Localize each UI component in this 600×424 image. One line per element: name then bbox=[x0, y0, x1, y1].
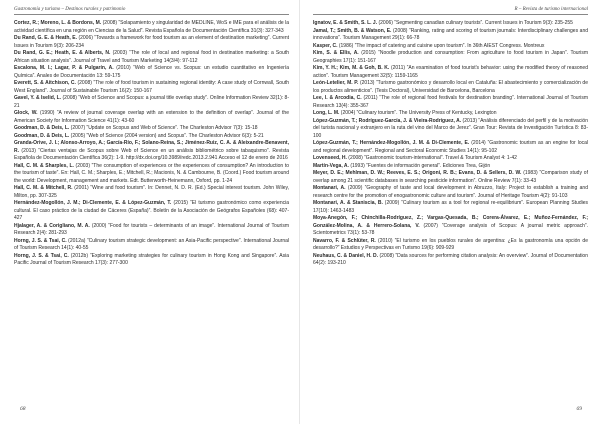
reference-authors: Kim, Y. H.; Kim, M. & Goh, B. K. bbox=[313, 65, 390, 71]
reference-authors: Jamal, T.; Smith, B. & Watson, E. bbox=[313, 27, 392, 34]
reference-details: (2006) “Towards a framework for food tourism as an element of destination marketing”. Current Issues in Tourism 9(3): 206-234 bbox=[14, 35, 289, 49]
running-head: Gastronomía y turismo – Destinos rurales y patrimonio bbox=[14, 7, 289, 15]
reference-details: (1990) “A review of journal coverage overlap with an extension to the definition of overlap”. Journal of the American Society for Information Science 41(1): 43-60 bbox=[14, 110, 289, 124]
reference-entry bbox=[313, 110, 588, 118]
reference-authors: Glock, W. bbox=[14, 110, 38, 116]
reference-details: (2010) “El turismo en los pueblos rurales de argentina: ¿Es la gastronomía una opción de desarrollo?” Estudios y Perspectivas en Turismo 19(6): 909-929 bbox=[313, 237, 588, 251]
reference-details: (2008) “Ranking, rating and scoring of tourism journals: Interdisciplinary challenges and innovations”. Tourism Management 29(1): 66-78 bbox=[313, 27, 589, 41]
running-head: R – Revista de turismo internacional bbox=[313, 7, 588, 15]
reference-entry bbox=[14, 80, 289, 95]
reference-authors: Cortez, R.; Moreno, L. & Bordons, M. bbox=[14, 20, 102, 26]
reference-details: (2008) “Web of Science and Scopus: a journal title overlap study”. Online Information Review 32(1): 8-21 bbox=[14, 95, 290, 109]
reference-list bbox=[14, 20, 289, 268]
reference-details: (2011) “An examination of food tourist's behavior: using the modified theory of reasoned action”. Tourism Management 32(5): 1159-1165 bbox=[313, 65, 588, 79]
reference-authors: Montanari, A. & Staniscia, B. bbox=[313, 200, 383, 206]
reference-details: (2015) “El turismo gastronómico como experiencia cultural. El caso práctico de la ciudad de Cáceres (España)”. Boletín de la Asociación de Geógrafos Españoles (68): 407-427 bbox=[14, 200, 290, 221]
reference-authors: Hall, C. M. & Mitchell, R. bbox=[14, 185, 73, 191]
reference-details: (2008) “Data sources for performing citation analysis: An overview”. Journal of Documentation 64(2): 193-210 bbox=[313, 252, 588, 266]
reference-entry bbox=[313, 253, 588, 268]
reference-entry bbox=[14, 200, 289, 223]
page-number: 69 bbox=[576, 406, 582, 412]
reference-authors: Neuhaus, C. & Daniel, H. D. bbox=[313, 252, 378, 259]
reference-details: (2005) “Web of Science (2004 version) and Scopus”. The Charleston Advisor 6(3): 5-21 bbox=[69, 132, 264, 139]
reference-entry bbox=[313, 118, 588, 141]
reference-authors: Du Rand, G. E.; Heath, E. & Alberts, N. bbox=[14, 50, 111, 56]
reference-details: (2015) “Noodle production and consumption: From agriculture to food tourism in Japan”. Tourism Geographies 17(1): 151-167 bbox=[313, 50, 588, 64]
reference-entry bbox=[14, 253, 289, 268]
reference-authors: Martín-Vega, A. bbox=[313, 162, 349, 169]
reference-details: (2006) “Segmenting canadian culinary tourists”. Current Issues in Tourism 9(3): 235-255 bbox=[377, 20, 573, 26]
reference-details: (2010) “Web of Science vs. Scopus: un estudio cuantitativo en Ingeniería Química”. Anales de Documentación 13: 59-175 bbox=[14, 65, 289, 79]
reference-authors: Meyer, D. E.; Mehlman, D. W.; Reeves, E. S.; Origoni, R. B.; Evans, D. & Sellers, D. W. bbox=[313, 170, 522, 176]
reference-entry bbox=[313, 200, 588, 215]
reference-authors: López-Guzmán, T.; Rodríguez-García, J. & Vieira-Rodríguez, A. bbox=[313, 117, 462, 124]
reference-details: (2007) “Update on Scopus and Web of Science”. The Charleston Advisor 7(3): 15-18 bbox=[69, 125, 258, 131]
reference-authors: Kim, S. & Ellis, A. bbox=[313, 50, 359, 56]
reference-list bbox=[313, 20, 588, 268]
reference-details: (2013) “Análisis diferenciado del perfil y de la motivación del turista nacional y extranjero en la ruta del vino del Marco de Jerez”. Gran Tour: Revista de Investigación Turística 8: 83-100 bbox=[313, 117, 588, 139]
reference-entry bbox=[313, 20, 588, 28]
reference-entry bbox=[14, 223, 289, 238]
reference-entry bbox=[14, 110, 289, 125]
reference-entry bbox=[14, 65, 289, 80]
reference-authors: Horng, J. S. & Tsai, C. bbox=[14, 252, 69, 259]
reference-authors: López-Guzmán, T.; Hernández-Mogollón, J. M. & Di-Clemente, E. bbox=[313, 140, 470, 146]
reference-entry bbox=[14, 133, 289, 141]
reference-entry bbox=[14, 140, 289, 163]
reference-entry bbox=[313, 65, 588, 80]
reference-entry bbox=[14, 238, 289, 253]
reference-entry bbox=[313, 43, 588, 51]
reference-entry bbox=[313, 50, 588, 65]
reference-authors: Hernández-Mogollón, J. M.; Di-Clemente, E. & López-Guzmán, T. bbox=[14, 200, 172, 206]
reference-authors: Kasper, C. bbox=[313, 42, 338, 49]
reference-authors: Du Rand, G. E. & Heath, E. bbox=[14, 35, 77, 41]
reference-entry bbox=[14, 125, 289, 133]
reference-details: (2013) “Ciertas ventajas de Scopus sobre Web of Science en un análisis bibliométrico sobre tabaquismo”. Revista Española de Documentación Científica 36(2): 1-9. http://dx.doi.org/10.3989/redc.2013.2.941 Acceso el 12 de enero de 2016 bbox=[14, 147, 289, 161]
right-page bbox=[307, 0, 594, 424]
reference-details: (2013) “Turismo gastronómico y desarrollo local en Cataluña: El abastecimiento y comercialización de los productos alimenticios”. (Tesis Doctoral), Universidad de Barcelona, Barcelona bbox=[313, 80, 588, 94]
reference-details: (1993) “Fuentes de información general”. Ediciones Trea, Gijón bbox=[348, 162, 491, 169]
reference-details: (2014) “Gastronomic tourism as an engine for local and regional development”. Regional and Sectoral Economic Studies 14(1): 95-102 bbox=[313, 140, 588, 154]
reference-details: (2003) “The role of local and regional food in destination marketing: a South African situation analysis”. Journal of Travel and Tourism Marketing 14(3/4): 97-112 bbox=[14, 50, 289, 64]
reference-entry bbox=[14, 35, 289, 50]
reference-details: (2000) “Food for tourists – determinants of an image”. International Journal of Tourism Research 2(4): 281-293 bbox=[14, 222, 289, 236]
reference-entry bbox=[14, 20, 289, 35]
page-number: 68 bbox=[20, 406, 26, 412]
reference-authors: Goodman, D. & Deis, L. bbox=[14, 125, 70, 131]
reference-authors: Hall, C. M. & Sharples, L. bbox=[14, 162, 74, 169]
reference-entry bbox=[313, 170, 588, 185]
reference-authors: Hjalager, A. & Corigliano, M. A. bbox=[14, 222, 90, 229]
reference-entry bbox=[313, 215, 588, 238]
reference-entry bbox=[313, 28, 588, 43]
reference-authors: Goodman, D. & Deis, L. bbox=[14, 132, 70, 139]
reference-details: (1983) “Comparison study of overlap among 21 scientific databases in searching pesticide information”. Online Review 7(1): 33-43 bbox=[313, 170, 588, 184]
reference-entry bbox=[14, 163, 289, 186]
reference-entry bbox=[313, 185, 588, 200]
reference-details: (2007) “Coverage analysis of Scopus: A journal metric approach”. Scientometrics 73(1): 53-78 bbox=[313, 222, 588, 236]
reference-details: (2008) “Gastronomic tourism-international”. Travel & Tourism Analyst 4: 1-42 bbox=[346, 155, 517, 161]
reference-authors: Long, L. M. bbox=[313, 110, 340, 116]
reference-entry bbox=[313, 140, 588, 155]
reference-details: (2008) “The role of food tourism in sustaining regional identity: A case study of Cornwall, South West England”. Journal of Sustainable Tourism 16(2): 150-167 bbox=[14, 80, 290, 94]
reference-details: (2012a) “Culinary tourism strategic development: an Asia-Pacific perspective”. International Journal of Tourism Research 14(1): 40-55 bbox=[14, 237, 289, 251]
reference-authors: Everett, S. & Aitchison, C. bbox=[14, 80, 76, 86]
reference-details: (2003) “The consumption of experiences or the experiences of consumption? An introduction to the tourism of taste”. En: Hall, C. M.; Sharples, E.; Mitchell, R.; Macionis, N. & Cambourne, B. (Coord.) Food tourism around the world: Development, management and markets. Edt. Butterworth-Heinemann, Oxford, pp. 1-24 bbox=[14, 162, 290, 184]
reference-details: (2009) “Culinary tourism as a tool for regional re-equilibrium”. European Planning Studies 17(10): 1463-1483 bbox=[313, 200, 588, 214]
reference-details: (2001) “Wine and food tourism”. In: Dennet, N. D. R. (Ed.) Special interest tourism. John Wiley, Milton, pp. 307-325 bbox=[14, 185, 289, 199]
reference-entry bbox=[14, 50, 289, 65]
reference-authors: Navarro, F. & Schlüter, R. bbox=[313, 237, 376, 244]
reference-entry bbox=[313, 238, 588, 253]
reference-entry bbox=[313, 80, 588, 95]
reference-authors: Montanari, A. bbox=[313, 185, 346, 191]
reference-entry bbox=[14, 95, 289, 110]
reference-authors: Horng, J. S. & Tsai, C. bbox=[14, 237, 67, 244]
reference-authors: Escalona, M. I.; Lagar, P. & Pulgarín, A. bbox=[14, 65, 114, 71]
reference-authors: Granda-Orive, J. I.; Alonso-Arroyo, A.; García-Río, F.; Solano-Reina, S.; Jiménez-Ruiz, C. A. & Aleixandre-Benavent, R. bbox=[14, 140, 289, 154]
gutter-divider bbox=[299, 0, 300, 424]
reference-details: (2008) “Solapamiento y singularidad de MEDLINE, WoS e IME para el análisis de la actividad científica en una región en Ciencias de la Salud”. Revista Española de Documentación Científica 31(3): 327-343 bbox=[14, 20, 289, 34]
reference-authors: Ignatov, E. & Smith, S. L. J. bbox=[313, 20, 378, 26]
reference-authors: Lee, I. & Arcodia, C. bbox=[313, 95, 362, 101]
reference-authors: Gavel, Y. & Iselid, L. bbox=[14, 95, 62, 101]
reference-authors: Moya-Anegón, F.; Chinchilla-Rodríguez, Z.; Vargas-Quesada, B.; Corera-Álvarez, E.; Muñoz-Fernández, F.; González-Molina, A. & Herrero-Solana, V. bbox=[313, 215, 588, 229]
reference-details: (1986) “The impact of catering and cuisine upon tourism”. In 36th AIEST Congress. Montreux bbox=[337, 42, 545, 49]
left-page bbox=[8, 0, 295, 424]
reference-entry bbox=[313, 95, 588, 110]
reference-details: (2004) “Culinary tourism”. The University Press of Kentucky, Lexington bbox=[339, 110, 497, 116]
reference-details: (2011) “The role of regional food festivals for destination branding”. International Journal of Tourism Research 13(4): 355-367 bbox=[313, 95, 589, 109]
reference-details: (2009) “Geography of taste and local development in Abruzzo, Italy: Project to establish a training and research centre for the promotion of enogastronomic culture and tourism”. Journal of Heritage Tourism 4(2): 91-103 bbox=[313, 185, 588, 199]
reference-entry bbox=[313, 163, 588, 171]
reference-entry bbox=[313, 155, 588, 163]
reference-authors: León-Letelier, M. P. bbox=[313, 80, 359, 86]
reference-details: (2012b) “Exploring marketing strategies for culinary tourism in Hong Kong and Singapore”. Asia Pacific Journal of Tourism Research 17(3): 277-300 bbox=[14, 252, 289, 266]
reference-authors: Lovenseed, H. bbox=[313, 155, 347, 161]
reference-entry bbox=[14, 185, 289, 200]
